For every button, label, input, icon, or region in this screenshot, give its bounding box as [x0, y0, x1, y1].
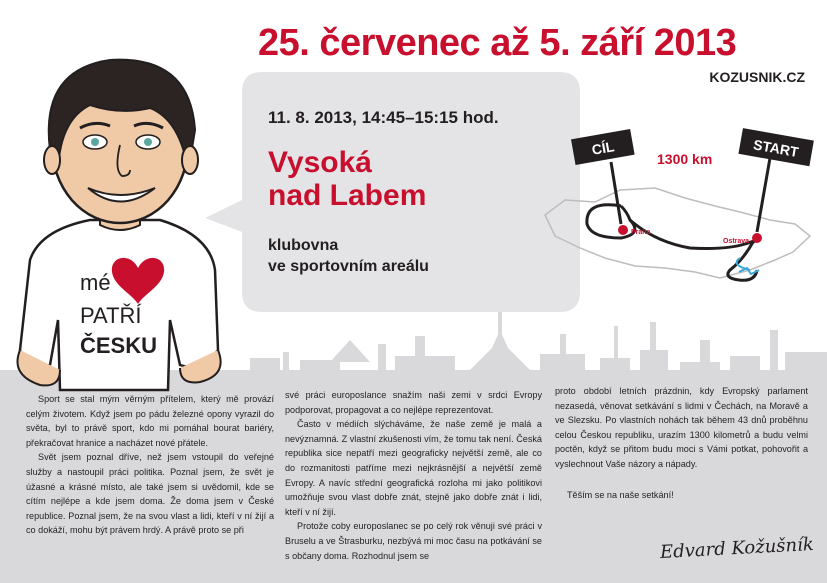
tshirt-text-cesku: ČESKU: [80, 333, 158, 358]
campaign-dates-headline: 25. červenec až 5. září 2013: [258, 22, 737, 64]
signature: Edvard Kožušník: [659, 533, 815, 564]
start-sign-label: START: [752, 136, 800, 161]
paragraph: Protože coby europoslanec se po celý rok věnuji své práci v Bruselu a ve Štrasburku, nezbývá mi moc času na potkávání se s občany doma. Rozhodnul jsem se: [285, 521, 542, 561]
paragraph: Těším se na naše setkání!: [567, 489, 674, 500]
paragraph: Svět jsem poznal dříve, než jsem vstoupil do veřejné služby a nastoupil práci politika. Poznal jsem, že svět je úžasné a krásné místo, ale také jsem si uvědomil, kde se cítím nejlépe a kde jsem doma. Že doma jsem v České republice. Poznal jsem, že na svou vlast a lidi, kteří v ní žijí a co dokáží, mohu být právem hrdý. A právě proto se při: [26, 452, 274, 536]
paragraph: Sport se stal mým věrným přítelem, který mě provází celým životem. Když jsem po pádu železné opony vyrazil do světa, byl to právě sport, kdo mi pomáhal bourat bariéry, překračovat hranice a nacházet nové přátele.: [26, 394, 274, 448]
paragraph: Často v médiích slýcháváme, že naše země je malá a nevýznamná. Z vlastní zkušenosti vím, že tomu tak není. Česká republika sice nepatří mezi geograficky největší země, ale co do rozmanitosti patříme mezi nejkrásnější a největší země Evropy. A navíc střední geografická rozloha mi jako politikovi umožňuje svou vlast dobře znát, stejně jako dobře znát i lidi, kteří v ní žijí.: [285, 419, 542, 517]
city-label-ostrava: Ostrava: [723, 238, 750, 245]
event-venue-line1: klubovna: [268, 237, 339, 254]
event-venue: [268, 235, 508, 277]
route-distance: 1300 km: [657, 151, 713, 167]
event-place: [268, 146, 488, 212]
city-label-praha: Praha: [631, 229, 651, 236]
event-datetime: 11. 8. 2013, 14:45–15:15 hod.: [268, 108, 499, 127]
body-column-3: [555, 384, 808, 502]
event-venue-line2: ve sportovním areálu: [268, 258, 429, 275]
route-map: [525, 120, 825, 305]
tshirt-text-me: mé: [80, 270, 111, 295]
event-place-line2: nad Labem: [268, 179, 427, 212]
paragraph: své práci europoslance snažím naši zemi v srdci Evropy podporovat, propagovat a co nejlépe reprezentovat.: [285, 390, 542, 415]
website-url: KOZUSNIK.CZ: [709, 69, 805, 85]
paragraph: proto období letních prázdnin, kdy Evropský parlament nezasedá, věnovat setkávání s lidmi v Čechách, na Moravě a ve Slezsku. Po vlastních nohách tak během 43 dnů proběhnu celou Českou republiku, urazím 1300 kilometrů a budu velmi poctěn, když se přitom budu moci s Vámi potkat, pohovořit a vyslechnout Vaše názory a nápady.: [555, 386, 808, 469]
finish-sign-label: CÍL: [590, 138, 616, 158]
body-column-2: [285, 388, 542, 563]
body-column-1: [26, 392, 274, 538]
finish-marker: [618, 225, 628, 235]
event-place-line1: Vysoká: [268, 146, 372, 179]
tshirt-text-patri: PATŘÍ: [80, 303, 142, 328]
start-marker: [752, 233, 762, 243]
